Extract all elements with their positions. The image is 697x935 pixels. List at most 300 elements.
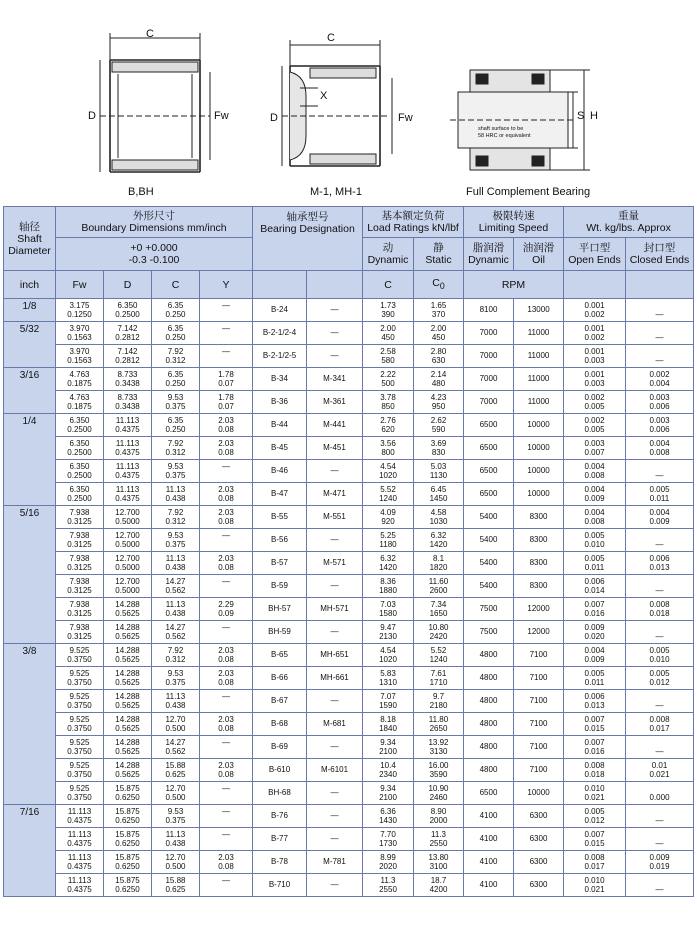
cell-load-dynamic-imperial: 450 xyxy=(381,333,395,342)
header-designation xyxy=(253,207,363,271)
cell-c-imperial: 0.562 xyxy=(165,747,186,756)
cell-y xyxy=(200,713,253,736)
cell-load-static-imperial: 2460 xyxy=(429,793,448,802)
table-row xyxy=(4,460,694,483)
cell-weight-open-imperial: 0.003 xyxy=(584,356,605,365)
cell-load-dynamic-imperial: 2020 xyxy=(379,862,397,871)
cell-y-imperial: 0.08 xyxy=(218,448,234,457)
cell-d xyxy=(104,529,152,552)
cell-load-static xyxy=(414,368,464,391)
cell-y xyxy=(200,690,253,713)
cell-c-metric: 9.53 xyxy=(167,392,184,402)
cell-weight-open xyxy=(564,437,626,460)
table-row xyxy=(4,345,694,368)
cell-c-imperial: 0.375 xyxy=(165,678,186,687)
cell-speed-grease: 4800 xyxy=(464,713,514,736)
cell-load-dynamic-metric: 7.70 xyxy=(380,829,396,839)
cell-fw xyxy=(56,713,104,736)
cell-c-imperial: 0.500 xyxy=(165,724,186,733)
cell-weight-open-imperial: 0.010 xyxy=(584,540,605,549)
cell-fw-metric: 6.350 xyxy=(69,438,90,448)
cell-load-dynamic xyxy=(363,736,414,759)
cell-load-dynamic-imperial: 800 xyxy=(381,448,395,457)
cell-d xyxy=(104,851,152,874)
cell-load-dynamic-imperial: 2340 xyxy=(379,770,397,779)
cell-d-metric: 7.142 xyxy=(117,323,138,333)
cell-y-metric: 2.03 xyxy=(218,415,234,425)
cell-y-metric: — xyxy=(222,691,230,701)
table-row xyxy=(4,621,694,644)
cell-speed-grease: 6500 xyxy=(464,437,514,460)
cell-d-metric: 12.700 xyxy=(115,530,140,540)
cell-y-imperial: 0.07 xyxy=(218,379,234,388)
cell-load-dynamic-metric: 9.47 xyxy=(380,622,396,632)
cell-y xyxy=(200,368,253,391)
cell-fw-metric: 9.525 xyxy=(69,737,90,747)
header-static xyxy=(414,238,464,271)
cell-weight-open-metric: 0.009 xyxy=(584,622,605,632)
cell-y xyxy=(200,483,253,506)
cell-load-static-metric: 13.80 xyxy=(428,852,449,862)
cell-speed-oil: 10000 xyxy=(514,414,564,437)
cell-y xyxy=(200,437,253,460)
cell-y-metric: 2.03 xyxy=(218,714,234,724)
cell-load-static xyxy=(414,299,464,322)
header-shaft xyxy=(4,207,56,271)
cell-weight-closed-metric: 0.005 xyxy=(649,645,670,655)
cell-weight-closed xyxy=(626,414,694,437)
cell-d xyxy=(104,713,152,736)
cell-load-static xyxy=(414,483,464,506)
cell-weight-open-metric: 0.002 xyxy=(584,392,605,402)
cell-y xyxy=(200,759,253,782)
cell-fw-metric: 4.763 xyxy=(69,369,90,379)
cell-weight-closed-metric xyxy=(626,324,693,334)
bearing-spec-table xyxy=(3,206,694,897)
cell-c-metric: 9.53 xyxy=(167,461,184,471)
header-tol2: -0.3 -0.100 xyxy=(128,254,180,266)
cell-weight-closed xyxy=(626,805,694,828)
cell-load-static xyxy=(414,759,464,782)
cell-designation-b: B-610 xyxy=(253,759,307,782)
cell-fw xyxy=(56,506,104,529)
cell-fw-imperial: 0.4375 xyxy=(67,885,92,894)
cell-weight-open-metric: 0.006 xyxy=(584,576,605,586)
cell-c-imperial: 0.375 xyxy=(165,816,186,825)
cell-d-metric: 11.113 xyxy=(115,461,140,471)
cell-speed-grease: 7500 xyxy=(464,621,514,644)
caption-m1-mh1: M-1, MH-1 xyxy=(310,186,362,198)
cell-load-dynamic xyxy=(363,782,414,805)
cell-load-dynamic-imperial: 1310 xyxy=(379,678,397,687)
cell-weight-closed-metric xyxy=(626,738,693,748)
cell-y xyxy=(200,575,253,598)
header-load-c: C xyxy=(363,271,414,299)
cell-load-static-imperial: 480 xyxy=(431,379,446,388)
cell-load-static-metric: 2.14 xyxy=(430,369,447,379)
cell-fw-imperial: 0.3750 xyxy=(67,678,92,687)
cell-designation-m: — xyxy=(307,299,363,322)
cell-load-static-metric: 10.90 xyxy=(428,783,449,793)
cell-weight-closed-metric: 0.008 xyxy=(649,599,670,609)
cell-y-metric: 2.03 xyxy=(218,438,234,448)
cell-c xyxy=(152,828,200,851)
cell-d-imperial: 0.5000 xyxy=(115,586,140,595)
cell-weight-open xyxy=(564,299,626,322)
cell-d-imperial: 0.5000 xyxy=(115,563,140,572)
header-dyn-en: Dynamic xyxy=(367,254,409,266)
cell-d xyxy=(104,828,152,851)
cell-weight-open-metric: 0.007 xyxy=(584,737,605,747)
cell-load-static-metric: 18.7 xyxy=(430,875,447,885)
cell-load-dynamic-imperial: 2100 xyxy=(379,747,397,756)
cell-y-imperial xyxy=(200,793,252,803)
cell-load-static-imperial: 3130 xyxy=(429,747,448,756)
cell-designation-b: BH-68 xyxy=(253,782,307,805)
cell-weight-open-metric: 0.001 xyxy=(584,323,605,333)
cell-load-dynamic xyxy=(363,552,414,575)
cell-load-static xyxy=(414,644,464,667)
cell-fw xyxy=(56,782,104,805)
cell-y xyxy=(200,782,253,805)
cell-speed-grease: 7000 xyxy=(464,391,514,414)
cell-d-imperial: 0.5000 xyxy=(115,517,140,526)
cell-load-dynamic xyxy=(363,483,414,506)
cell-load-dynamic-metric: 5.83 xyxy=(380,668,396,678)
cell-fw-imperial: 0.3750 xyxy=(67,701,92,710)
table-row xyxy=(4,368,694,391)
cell-weight-open-imperial: 0.005 xyxy=(584,402,605,411)
cell-speed-oil: 11000 xyxy=(514,391,564,414)
cell-weight-open xyxy=(564,598,626,621)
cell-weight-closed-metric: 0.005 xyxy=(649,484,670,494)
cell-c-metric: 6.35 xyxy=(167,369,184,379)
cell-weight-closed xyxy=(626,598,694,621)
cell-speed-oil: 11000 xyxy=(514,322,564,345)
cell-load-static-imperial: 2550 xyxy=(429,839,448,848)
cell-c-imperial: 0.375 xyxy=(165,402,186,411)
cell-load-dynamic-metric: 9.34 xyxy=(380,783,396,793)
cell-designation-b: B-36 xyxy=(253,391,307,414)
cell-speed-oil: 7100 xyxy=(514,644,564,667)
cell-load-static-imperial: 3100 xyxy=(429,862,448,871)
label-c-2: C xyxy=(327,32,335,44)
cell-c-imperial: 0.250 xyxy=(165,425,186,434)
cell-designation-b: B-47 xyxy=(253,483,307,506)
header-inch: inch xyxy=(4,271,56,299)
cell-load-static-metric: 7.34 xyxy=(430,599,447,609)
cell-load-dynamic-imperial: 1590 xyxy=(379,701,397,710)
cell-d-metric: 6.350 xyxy=(117,300,138,310)
cell-load-static-imperial: 950 xyxy=(431,402,446,411)
cell-weight-open-metric: 0.005 xyxy=(584,806,605,816)
header-speed-en: Limiting Speed xyxy=(478,222,549,234)
cell-designation-m: — xyxy=(307,575,363,598)
cell-weight-closed-metric: 0.003 xyxy=(649,392,670,402)
header-open xyxy=(564,238,626,271)
cell-weight-open xyxy=(564,391,626,414)
cell-designation-m: M-551 xyxy=(307,506,363,529)
header-dims-cn: 外形尺寸 xyxy=(133,210,175,222)
cell-weight-closed xyxy=(626,690,694,713)
cell-y xyxy=(200,644,253,667)
cell-designation-m: M-6101 xyxy=(307,759,363,782)
cell-weight-closed-metric xyxy=(626,807,693,817)
cell-fw-imperial: 0.3125 xyxy=(67,517,92,526)
label-s: S xyxy=(577,110,585,122)
cell-speed-oil: 6300 xyxy=(514,851,564,874)
cell-y-imperial: 0.07 xyxy=(218,402,234,411)
cell-designation-b: B-57 xyxy=(253,552,307,575)
cell-y-metric: — xyxy=(222,875,230,885)
cell-load-dynamic-imperial: 1580 xyxy=(379,609,397,618)
cell-load-dynamic-metric: 6.36 xyxy=(380,806,396,816)
cell-fw-metric: 9.525 xyxy=(69,783,90,793)
cell-y-metric: — xyxy=(222,783,230,793)
cell-designation-m: M-441 xyxy=(307,414,363,437)
cell-weight-open-metric: 0.003 xyxy=(584,438,605,448)
cell-load-dynamic xyxy=(363,759,414,782)
cell-weight-open-imperial: 0.014 xyxy=(584,586,605,595)
cell-y-imperial xyxy=(200,333,252,343)
cell-load-dynamic xyxy=(363,460,414,483)
cell-weight-open-imperial: 0.011 xyxy=(584,563,605,572)
table-row xyxy=(4,874,694,897)
cell-weight-open-imperial: 0.002 xyxy=(584,310,605,319)
cell-load-dynamic-imperial: 1420 xyxy=(379,563,397,572)
cell-designation-b: B-56 xyxy=(253,529,307,552)
cell-load-static xyxy=(414,414,464,437)
cell-fw-imperial: 0.4375 xyxy=(67,816,92,825)
cell-d-metric: 7.142 xyxy=(117,346,138,356)
cell-fw-imperial: 0.3125 xyxy=(67,586,92,595)
header-speed-cn: 极限转速 xyxy=(492,210,535,222)
cell-load-static-metric: 11.3 xyxy=(431,829,446,839)
cell-d-metric: 15.875 xyxy=(115,875,140,885)
cell-weight-open xyxy=(564,345,626,368)
cell-weight-closed-imperial: 0.018 xyxy=(649,609,670,618)
cell-load-dynamic-imperial: 580 xyxy=(381,356,395,365)
cell-weight-open-imperial: 0.009 xyxy=(584,655,605,664)
cell-c xyxy=(152,483,200,506)
cell-c xyxy=(152,345,200,368)
cell-y-metric: — xyxy=(222,461,230,471)
cell-load-dynamic xyxy=(363,644,414,667)
cell-y-metric: 1.78 xyxy=(218,369,234,379)
cell-d-imperial: 0.4375 xyxy=(115,494,140,503)
cell-weight-open-imperial: 0.012 xyxy=(584,816,605,825)
cell-load-dynamic xyxy=(363,322,414,345)
cell-load-static-imperial: 1240 xyxy=(429,655,448,664)
cell-fw xyxy=(56,828,104,851)
cell-speed-grease: 7000 xyxy=(464,368,514,391)
cell-weight-closed xyxy=(626,322,694,345)
cell-weight-open xyxy=(564,644,626,667)
shaft-note-1: shaft surface to be xyxy=(478,126,524,132)
cell-c xyxy=(152,368,200,391)
cell-weight-closed-metric xyxy=(626,347,693,357)
cell-weight-open-imperial: 0.018 xyxy=(584,770,605,779)
cell-weight-closed-imperial: — xyxy=(655,333,664,342)
cell-y-imperial xyxy=(200,747,252,757)
cell-weight-closed-imperial: 0.009 xyxy=(649,517,670,526)
cell-weight-closed xyxy=(626,437,694,460)
cell-load-dynamic-metric: 8.36 xyxy=(380,576,396,586)
caption-full-complement: Full Complement Bearing xyxy=(466,186,591,198)
table-row xyxy=(4,552,694,575)
cell-weight-open-imperial: 0.005 xyxy=(584,425,605,434)
shaft-diameter: 5/16 xyxy=(4,506,56,644)
cell-load-dynamic xyxy=(363,368,414,391)
cell-designation-m: M-471 xyxy=(307,483,363,506)
cell-designation-b: B-76 xyxy=(253,805,307,828)
cell-speed-oil: 12000 xyxy=(514,621,564,644)
cell-c xyxy=(152,667,200,690)
cell-fw-metric: 7.938 xyxy=(69,507,90,517)
cell-fw xyxy=(56,759,104,782)
cell-load-static-metric: 8.1 xyxy=(432,553,445,563)
cell-weight-open-imperial: 0.008 xyxy=(584,471,605,480)
cell-fw-imperial: 0.3750 xyxy=(67,655,92,664)
cell-fw xyxy=(56,644,104,667)
cell-d-imperial: 0.2812 xyxy=(115,333,140,342)
cell-weight-open-metric: 0.007 xyxy=(584,829,605,839)
cell-load-dynamic-imperial: 1020 xyxy=(379,471,397,480)
cell-load-static xyxy=(414,345,464,368)
cell-load-static-imperial: 2650 xyxy=(429,724,448,733)
header-sta-cn: 静 xyxy=(433,242,444,254)
cell-load-static-imperial: 1820 xyxy=(429,563,448,572)
cell-fw-imperial: 0.2500 xyxy=(67,448,92,457)
cell-weight-closed-metric xyxy=(626,876,693,886)
cell-d-metric: 15.875 xyxy=(115,829,140,839)
cell-weight-closed-imperial: — xyxy=(655,839,664,848)
cell-c-imperial: 0.438 xyxy=(165,494,186,503)
cell-weight-open xyxy=(564,552,626,575)
table-row xyxy=(4,759,694,782)
cell-load-static xyxy=(414,460,464,483)
cell-fw xyxy=(56,690,104,713)
cell-weight-closed xyxy=(626,460,694,483)
cell-d-imperial: 0.3438 xyxy=(115,402,140,411)
cell-d-metric: 12.700 xyxy=(115,507,140,517)
cell-load-dynamic xyxy=(363,713,414,736)
header-shaft-en1: Shaft xyxy=(17,232,42,245)
shaft-diameter: 5/32 xyxy=(4,322,56,368)
cell-weight-open xyxy=(564,460,626,483)
cell-y xyxy=(200,552,253,575)
cell-fw xyxy=(56,322,104,345)
cell-load-static-imperial: 590 xyxy=(431,425,446,434)
cell-c-metric: 12.70 xyxy=(165,783,186,793)
cell-load-static-metric: 6.45 xyxy=(430,484,447,494)
table-body xyxy=(4,299,694,897)
cell-weight-closed-metric xyxy=(626,462,693,472)
cell-weight-open xyxy=(564,621,626,644)
header-load-en: Load Ratings kN/lbf xyxy=(367,222,459,234)
cell-fw-metric: 11.113 xyxy=(67,829,92,839)
cell-weight-open xyxy=(564,782,626,805)
cell-c-metric: 11.13 xyxy=(165,553,186,563)
cell-weight-closed-imperial: — xyxy=(655,701,664,710)
cell-load-dynamic-imperial: 2550 xyxy=(379,885,397,894)
cell-load-static xyxy=(414,667,464,690)
cell-y xyxy=(200,667,253,690)
cell-weight-closed-imperial: 0.021 xyxy=(649,770,670,779)
cell-fw xyxy=(56,851,104,874)
cell-weight-closed-metric: 0.002 xyxy=(649,369,670,379)
cell-fw xyxy=(56,460,104,483)
cell-c-imperial: 0.375 xyxy=(165,471,186,480)
cell-weight-closed-metric: 0.004 xyxy=(649,438,670,448)
cell-c-metric: 6.35 xyxy=(167,415,184,425)
cell-fw-metric: 7.938 xyxy=(69,576,90,586)
cell-c-metric: 9.53 xyxy=(167,806,184,816)
cell-weight-closed xyxy=(626,782,694,805)
cell-weight-open-imperial: 0.020 xyxy=(584,632,605,641)
header-dyn-cn: 动 xyxy=(382,242,394,254)
cell-c xyxy=(152,437,200,460)
cell-d xyxy=(104,368,152,391)
cell-y xyxy=(200,736,253,759)
cell-y-imperial xyxy=(200,540,252,550)
cell-weight-open-imperial: 0.009 xyxy=(584,494,605,503)
cell-load-static-metric: 1.65 xyxy=(430,300,447,310)
header-y: Y xyxy=(200,271,253,299)
cell-weight-open-imperial: 0.021 xyxy=(584,793,605,802)
cell-c-metric: 11.13 xyxy=(165,484,186,494)
cell-load-static-metric: 5.52 xyxy=(430,645,447,655)
table-row xyxy=(4,644,694,667)
cell-d xyxy=(104,598,152,621)
cell-weight-open xyxy=(564,506,626,529)
cell-fw-imperial: 0.3750 xyxy=(67,770,92,779)
cell-fw-imperial: 0.1875 xyxy=(67,379,92,388)
header-load-c0-sub: 0 xyxy=(439,281,445,292)
header-oil-en: Oil xyxy=(532,254,545,266)
cell-d xyxy=(104,414,152,437)
cell-fw-metric: 7.938 xyxy=(69,553,90,563)
cell-load-dynamic-metric: 10.4 xyxy=(380,760,396,770)
cell-d xyxy=(104,621,152,644)
cell-fw-imperial: 0.1563 xyxy=(67,333,92,342)
cell-c xyxy=(152,851,200,874)
cell-designation-m: — xyxy=(307,690,363,713)
cell-weight-open-imperial: 0.016 xyxy=(584,609,605,618)
cell-c-metric: 7.92 xyxy=(167,346,184,356)
cell-weight-closed-imperial: — xyxy=(655,471,664,480)
cell-weight-open-imperial: 0.021 xyxy=(584,885,605,894)
cell-weight-closed xyxy=(626,552,694,575)
cell-designation-b: B-2-1/2-4 xyxy=(253,322,307,345)
cell-weight-closed-imperial: — xyxy=(655,885,664,894)
cell-c-imperial: 0.500 xyxy=(165,793,186,802)
cell-d xyxy=(104,483,152,506)
cell-load-static-metric: 6.32 xyxy=(430,530,447,540)
cell-load-dynamic-metric: 2.00 xyxy=(380,323,396,333)
cell-weight-closed xyxy=(626,345,694,368)
cell-c xyxy=(152,529,200,552)
cell-designation-b: B-34 xyxy=(253,368,307,391)
cell-weight-closed-metric xyxy=(626,692,693,702)
cell-load-dynamic-metric: 2.76 xyxy=(380,415,396,425)
cell-fw-imperial: 0.1563 xyxy=(67,356,92,365)
cell-weight-open xyxy=(564,322,626,345)
cell-fw xyxy=(56,345,104,368)
cell-weight-closed xyxy=(626,851,694,874)
cell-load-static-metric: 7.61 xyxy=(430,668,447,678)
cell-d-imperial: 0.5625 xyxy=(115,632,140,641)
